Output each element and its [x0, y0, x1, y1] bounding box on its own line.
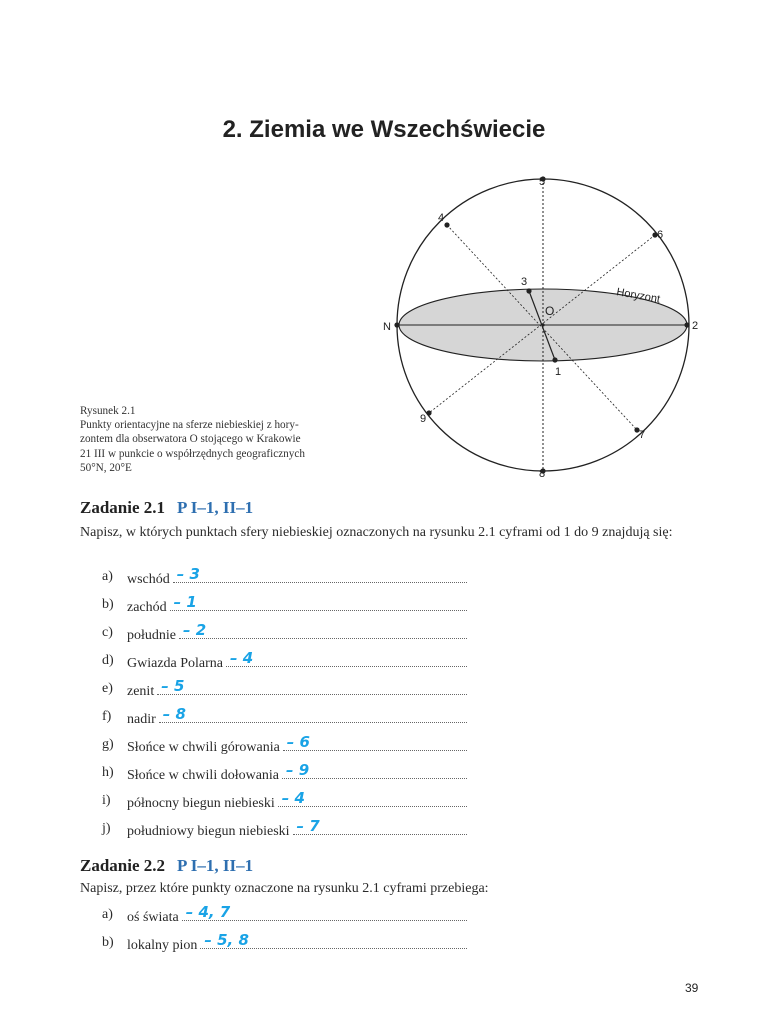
answer-row-i	[102, 790, 472, 812]
answer-row-a	[102, 566, 472, 588]
item-label: południowy biegun niebieski	[127, 824, 290, 839]
answer-row-g	[102, 734, 472, 756]
caption-line: Rysunek 2.1	[80, 405, 136, 417]
label-3: 3	[521, 276, 528, 288]
label-1: 1	[555, 366, 562, 378]
task-2-1-code: P I–1, II–1	[177, 498, 254, 517]
answer-line[interactable]	[282, 761, 467, 779]
caption-line: 21 III w punkcie o współrzędnych geograficznych	[80, 447, 305, 460]
item-letter: i)	[102, 793, 111, 808]
answer-line[interactable]	[170, 593, 467, 611]
label-4: 4	[438, 212, 445, 224]
item-label: północny biegun niebieski	[127, 796, 275, 811]
handwritten-answer: – 5, 8	[204, 931, 249, 949]
answer-row-2b	[102, 932, 472, 954]
answer-line[interactable]	[278, 789, 467, 807]
chapter-title: 2. Ziemia we Wszechświecie	[222, 116, 546, 143]
task-2-2-prompt: Napisz, przez które punkty oznaczone na rysunku 2.1 cyframi przebiega:	[80, 881, 489, 896]
item-label: nadir	[127, 712, 156, 727]
item-letter: j)	[102, 821, 111, 836]
item-label: lokalny pion	[127, 938, 198, 953]
answer-line[interactable]	[226, 649, 467, 667]
item-letter: d)	[102, 653, 114, 668]
label-8: 8	[539, 468, 546, 480]
item-letter: f)	[102, 709, 112, 724]
item-letter: a)	[102, 907, 113, 922]
page-number: 39	[685, 981, 699, 995]
handwritten-answer: – 4	[281, 789, 305, 807]
handwritten-answer: – 3	[176, 565, 200, 583]
point-observer	[541, 323, 544, 326]
handwritten-answer: – 7	[296, 817, 320, 835]
handwritten-answer: – 9	[286, 761, 310, 779]
answer-line[interactable]	[283, 733, 467, 751]
answer-line[interactable]	[173, 565, 467, 583]
answer-row-c	[102, 622, 472, 644]
task-2-1-header	[80, 498, 253, 518]
celestial-sphere-figure	[365, 170, 705, 485]
item-letter: h)	[102, 765, 114, 780]
item-letter: e)	[102, 681, 113, 696]
answer-row-2a	[102, 904, 472, 926]
answer-line[interactable]	[157, 677, 467, 695]
point-3	[526, 288, 531, 293]
label-horizon: Horyzont	[615, 286, 661, 306]
handwritten-answer: – 4	[230, 649, 254, 667]
point-2	[684, 322, 689, 327]
answer-row-e	[102, 678, 472, 700]
item-label: Słońce w chwili górowania	[127, 740, 280, 755]
answer-line[interactable]	[182, 903, 467, 921]
item-letter: b)	[102, 597, 114, 612]
answer-line[interactable]	[159, 705, 467, 723]
answer-row-f	[102, 706, 472, 728]
task-2-1-title: Zadanie 2.1	[80, 498, 166, 517]
item-letter: b)	[102, 935, 114, 950]
handwritten-answer: – 1	[173, 593, 197, 611]
label-observer: O	[545, 304, 555, 318]
answer-line[interactable]	[179, 621, 467, 639]
answer-line[interactable]	[293, 817, 467, 835]
item-letter: g)	[102, 737, 114, 752]
handwritten-answer: – 6	[286, 733, 310, 751]
task-2-2-code: P I–1, II–1	[177, 856, 254, 875]
item-label: wschód	[127, 572, 170, 587]
item-label: południe	[127, 628, 176, 643]
point-1	[552, 357, 557, 362]
item-letter: c)	[102, 625, 113, 640]
item-label: zachód	[127, 600, 167, 615]
label-north: N	[383, 321, 391, 333]
item-letter: a)	[102, 569, 113, 584]
label-9: 9	[420, 413, 427, 425]
figure-caption	[80, 404, 362, 475]
item-label: zenit	[127, 684, 155, 699]
label-7: 7	[639, 429, 646, 441]
label-2: 2	[692, 320, 699, 332]
caption-line: zontem dla obserwatora O stojącego w Krakowie	[80, 433, 301, 446]
item-label: Słońce w chwili dołowania	[127, 768, 280, 783]
item-label: Gwiazda Polarna	[127, 656, 224, 671]
task-2-1-prompt: Napisz, w których punktach sfery niebieskiej oznaczonych na rysunku 2.1 cyframi od 1 do 9 znajdują się:	[80, 525, 673, 540]
caption-line: Punkty orientacyjne na sferze niebieskiej z hory-	[80, 419, 299, 432]
item-label: oś świata	[127, 910, 179, 925]
answer-row-h	[102, 762, 472, 784]
answer-line[interactable]	[200, 931, 467, 949]
point-north	[394, 322, 399, 327]
task-2-2-title: Zadanie 2.2	[80, 856, 166, 875]
task-2-2-header	[80, 856, 253, 876]
point-9	[426, 410, 431, 415]
caption-line: 50°N, 20°E	[80, 461, 132, 474]
label-5: 5	[539, 176, 546, 188]
handwritten-answer: – 4, 7	[185, 903, 231, 921]
handwritten-answer: – 5	[161, 677, 185, 695]
answer-row-d	[102, 650, 472, 672]
answer-row-b	[102, 594, 472, 616]
handwritten-answer: – 8	[162, 705, 186, 723]
point-4	[444, 222, 449, 227]
handwritten-answer: – 2	[183, 621, 207, 639]
answer-row-j	[102, 818, 472, 840]
label-6: 6	[657, 229, 664, 241]
